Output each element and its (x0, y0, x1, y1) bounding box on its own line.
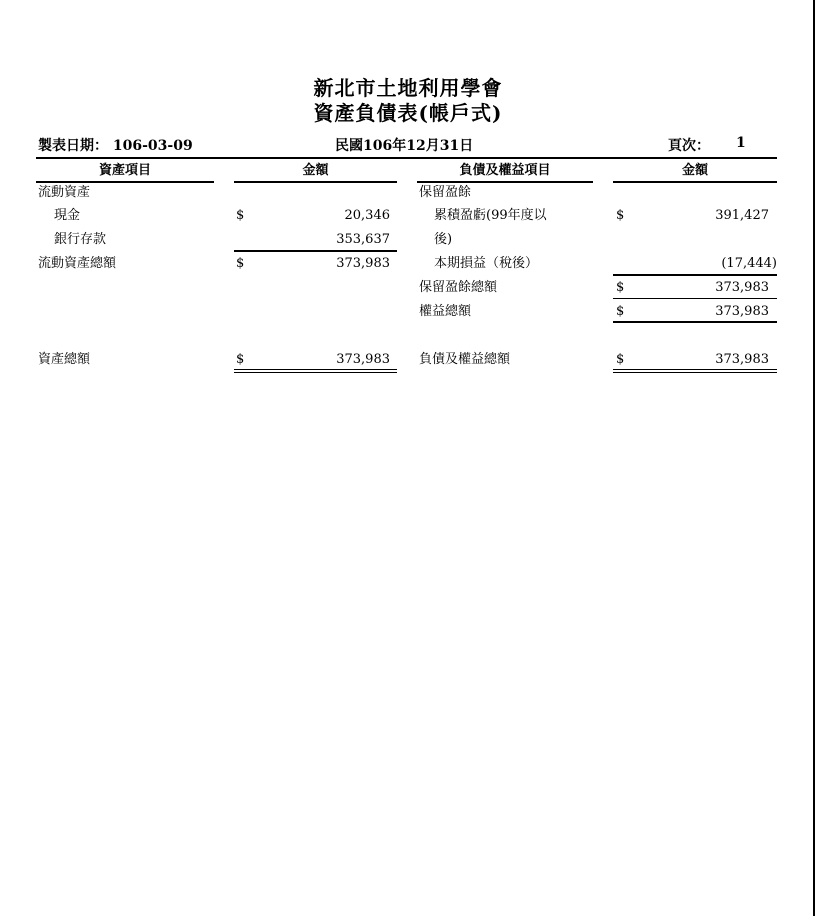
accumulated-pl-label-line1: 累積盈虧(99年度以 (434, 208, 547, 223)
total-current-assets-amount: 373,983 (336, 256, 390, 271)
total-assets-amount: 373,983 (336, 352, 390, 367)
retained-earnings-total-dollar: $ (616, 280, 625, 295)
total-current-assets-label: 流動資產總額 (38, 256, 117, 271)
equity-total-amount: 373,983 (715, 304, 769, 319)
retained-earnings-total-amount: 373,983 (715, 280, 769, 295)
equity-total-dollar: $ (616, 304, 625, 319)
liabilities-equity-total-dollar: $ (616, 352, 625, 367)
current-assets-section: 流動資產 (38, 185, 91, 200)
total-current-assets-dollar: $ (236, 256, 245, 271)
cash-label: 現金 (54, 208, 81, 223)
retained-earnings-section: 保留盈餘 (419, 185, 472, 200)
report-title: 資產負債表(帳戶式) (313, 101, 503, 125)
retained-total-rule (613, 298, 777, 299)
liabilities-equity-total-amount: 373,983 (715, 352, 769, 367)
accumulated-pl-label-line2: 後) (434, 232, 453, 247)
equity-total-rule (613, 321, 777, 323)
report-period: 民國106年12月31日 (335, 138, 474, 154)
cash-dollar-sign: $ (236, 208, 245, 223)
bank-deposit-label: 銀行存款 (54, 232, 107, 247)
accumulated-pl-dollar: $ (616, 208, 625, 223)
prepared-date: 製表日期： 106-03-09 (38, 138, 193, 154)
header-liability-amount: 金額 (613, 162, 777, 183)
header-top-rule (36, 157, 777, 159)
header-liability-item: 負債及權益項目 (417, 162, 593, 183)
organization-title: 新北市土地利用學會 (313, 76, 503, 100)
total-assets-double-rule (234, 369, 397, 373)
page-number: 1 (736, 135, 746, 151)
accumulated-pl-amount: 391,427 (715, 208, 769, 223)
total-assets-label: 資產總額 (38, 352, 91, 367)
bank-deposit-amount: 353,637 (336, 232, 390, 247)
cash-amount: 20,346 (344, 208, 390, 223)
liabilities-equity-total-label: 負債及權益總額 (419, 352, 511, 367)
current-period-pl-amount: (17,444) (721, 256, 777, 271)
retained-subtotal-rule (613, 274, 777, 276)
total-assets-dollar: $ (236, 352, 245, 367)
retained-earnings-total-label: 保留盈餘總額 (419, 280, 498, 295)
liabilities-equity-double-rule (613, 369, 777, 373)
page-label: 頁次： (668, 138, 710, 154)
bank-subtotal-rule (234, 250, 397, 252)
page-right-border (813, 0, 815, 916)
header-asset-item: 資產項目 (36, 162, 214, 183)
equity-total-label: 權益總額 (419, 304, 472, 319)
header-asset-amount: 金額 (234, 162, 397, 183)
current-period-pl-label: 本期損益（稅後） (434, 256, 539, 271)
